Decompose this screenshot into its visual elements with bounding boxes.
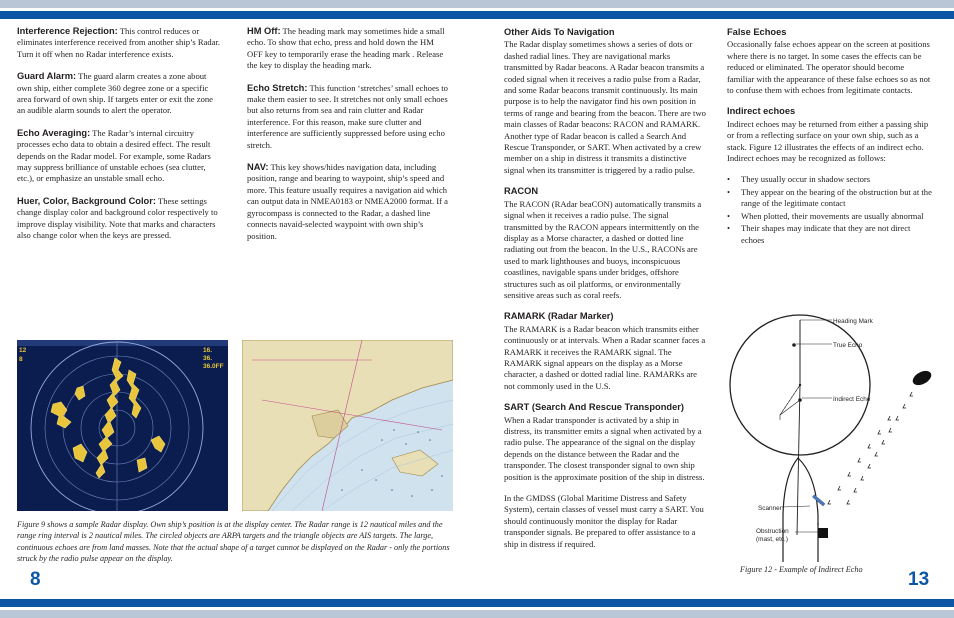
other-aids-heading: Other Aids To Navigation [504,27,615,37]
radar-display-image [17,340,228,511]
echo-averaging-paragraph: Echo Averaging: The Radar’s internal circuitry processes echo data to obtain a desired effect. The result depends on the Radar model. For example, some Radars may suppress brilliance of unstable echoes (sea clutter, etc.), or emphasize an unstable small echo. [17,127,211,184]
list-item: • They appear on the bearing of the obstruction but at the range of the legitimate contact [727,187,933,210]
bottom-light-band [0,610,954,618]
target-ship-icon [910,368,933,388]
color-paragraph: Huer, Color, Background Color: These settings change display color and background color respectively to improve display visibility. Note that marks and characters also change color when the keys are pressed. [17,195,218,241]
other-aids-paragraph: The Radar display sometimes shows a series of dots or dashed radial lines. They are navigational marks transmitted by Radar beacons. A Radar beacon transmits a coded signal when it receives a radio pulse from a Radar, and some Radar beacons transmit continuously. Its main purpose is to help the navigator find his own position in terms of range and bearing from the beacon. There are two main classes of Radar beacons: RACON and RAMARK. Another type of Radar beacon is called a Search And Rescue Transponder, or SART. When activated by a crew member on a ship in distress it transmits a distinctive signal when its transmitter is triggered by a radio pulse. [504,39,706,175]
obstruction-label-line1: Obstruction [756,528,789,535]
figure-12-caption: Figure 12 - Example of Indirect Echo [740,565,863,574]
scanner-icon [812,495,825,506]
radar-interval-readout: 8 [19,356,23,363]
indirect-echo-diagram [720,300,950,562]
guard-alarm-paragraph: Guard Alarm: The guard alarm creates a zone about own ship, either complete 360 degree zone or a specific area forward of own ship. If targets enter or exit the zone an audible alarm sounds to alert the operator. [17,71,213,116]
indirect-echo-mark [798,398,802,402]
heading-mark-label: Heading Mark [833,318,873,325]
left-page-column-1 [17,26,223,253]
echo-stretch-paragraph: Echo Stretch: This function ‘stretches’ small echoes to make them easier to see. It stretches not only small echoes but also returns from sea and rain clutter and Radar interference. For this reason, make sure clutter and interference are sufficiently suppressed before using echo stretch. [247,82,448,150]
list-item: • When plotted, their movements are usually abnormal [727,211,933,222]
racon-paragraph: The RACON (RAdar beaCON) automatically transmits a signal when it receives a radio pulse. The signal transmitted by the RACON appears intermittently on the display as a Morse character, a dashed or dotted line radiating out from the beacon. In the U.S., RACONs are used to mark lighthouses and buoys, inconspicuous coastlines, navigable spans under bridges, offshore structures such as oil platforms, or environmentally sensitive areas such as coral reefs. [504,198,702,300]
radar-range-readout: 12 [19,347,27,354]
racon-heading: RACON [504,186,539,197]
own-ship-hull [783,458,818,562]
false-echoes-paragraph: Occasionally false echoes appear on the screen at positions where there is no target. In some cases the effects can be reduced or eliminated. The operator should become familiar with the appearance of these false echoes so as not to confuse them with echoes from legitimate contacts. [727,39,931,96]
indirect-echo-bullet-list [727,174,933,245]
gmdss-paragraph: In the GMDSS (Global Maritime Distress and Safety System), certain classes of vessel must carry a SART. You should continuously monitor the display for Radar transponder signals. Be prepared to offer assistance to a ship in distress if required. [504,493,704,549]
page-number-right: 13 [908,569,930,590]
sart-paragraph: When a Radar transponder is activated by a ship in distress, its transmitter emits a signal when activated by a radio pulse. The appearance of the signal on the display depends on the distance between the Radar and the transponder. The closest transponder signal to own ship position is the approximate position of the ship in distress. [504,414,705,482]
nautical-chart-image [242,340,453,511]
sart-heading: SART (Search And Rescue Transponder) [504,402,684,413]
radar-readout-3: 36.0FF [203,363,224,370]
indirect-echoes-heading: Indirect echoes [727,106,796,117]
radar-readout-2: 36. [203,355,213,362]
top-light-band [0,0,954,8]
true-echo-mark [792,343,796,347]
nautical-chart-graphic [242,340,453,511]
figure-12-indirect-echo-diagram [720,300,950,562]
figure-9-caption: Figure 9 shows a sample Radar display. Own ship’s position is at the display center. The Radar range is 12 nautical miles and the range ring interval is 2 nautical miles. The circled objects are ARPA targets and the triangle objects are AIS targets. The large, continuous echoes are from land masses. Note that the actual shape of a target cannot be displayed on the Radar - only the portions struck by the radio pulse appear on the display. [17,520,450,563]
ramark-heading: RAMARK (Radar Marker) [504,311,614,322]
scanner-label: Scanner [758,505,782,512]
list-item: • Their shapes may indicate that they are not direct echoes [727,223,933,246]
obstruction-label-line2: (mast, etc.) [756,536,788,543]
left-page-column-2 [247,26,450,253]
indirect-echoes-paragraph: Indirect echoes may be returned from either a passing ship or from a reflecting surface on your own ship, such as a stack. Figure 12 illustrates the effects of an indirect echo. Indirect echoes may be recognized as follows: [727,118,929,164]
ramark-paragraph: The RAMARK is a Radar beacon which transmits either continuously or at intervals. When a Radar scanner faces a RAMARK it receives the RAMARK signal. The RAMARK signal appears on the display as a Morse character, a dashed or dotted radial line. RAMARKs are not commonly used in the U.S. [504,323,706,391]
nav-paragraph: NAV: This key shows/hides navigation data, including position, range and bearing to waypoint, ship’s speed and more. This feature usually requires a navigation aid which can output data in NMEA0183 or NMEA2000 format. If a gyrocompass is connected to the Radar, a dashed line connects navaid-selected waypoint with own ship’s position. [247,162,448,241]
true-echo-label: True Echo [833,342,863,349]
indirect-echo-label: Indirect Echo [833,396,871,403]
bottom-blue-band [0,599,954,607]
page-number-left: 8 [30,569,41,590]
right-page-column-2 [727,27,933,247]
top-blue-band [0,11,954,19]
right-page-column-1 [504,27,708,560]
svg-text:^: ^ [817,522,820,527]
hm-off-paragraph: HM Off: The heading mark may sometimes hide a small echo. To show that echo, press and hold down the HM OFF key to temporarily erase the heading mark . Release the key to display the heading mark. [247,26,445,71]
radar-display-graphic [17,340,228,511]
interference-rejection-paragraph: Interference Rejection: This control reduces or eliminates interference received from another ship’s Radar. Turn it off when no Radar interference exists. [17,26,221,59]
obstruction-icon [818,528,828,538]
list-item: • They usually occur in shadow sectors [727,174,933,185]
false-echoes-heading: False Echoes [727,27,787,37]
radar-readout-1: 16. [203,347,213,354]
